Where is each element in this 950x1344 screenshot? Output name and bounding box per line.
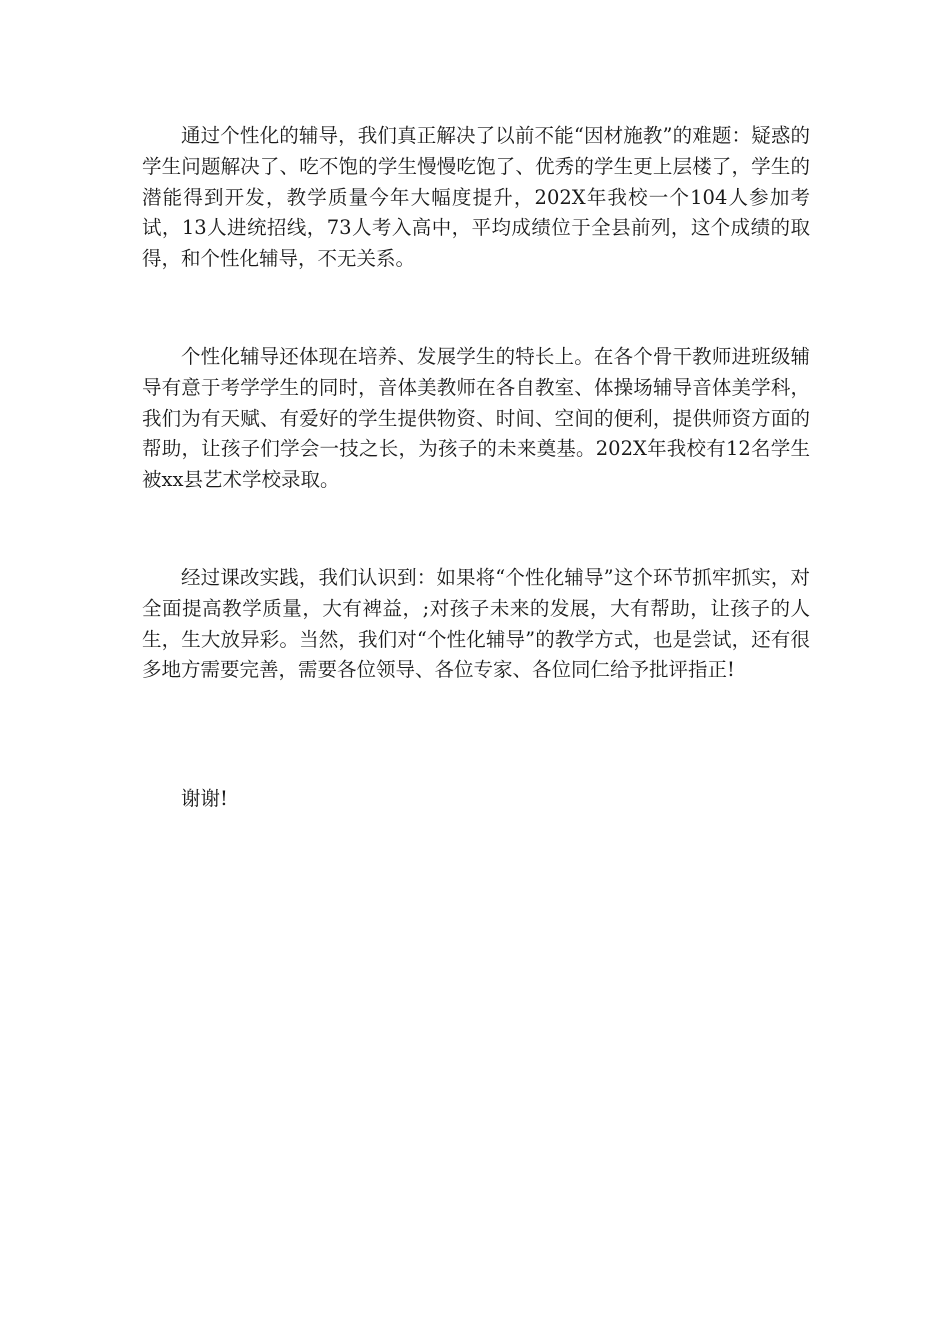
paragraph-conclusion: 经过课改实践，我们认识到：如果将“个性化辅导”这个环节抓牢抓实，对全面提高教学质量，大有裨益，;对孩子未来的发展，大有帮助，让孩子的人生，生大放异彩。当然，我们对“个性化辅导”的教学方式，也是尝试，还有很多地方需要完善，需要各位领导、各位专家、各位同仁给予批评指正! [142, 566, 810, 682]
paragraph-individualized-tutoring-results: 通过个性化的辅导，我们真正解决了以前不能“因材施教”的难题：疑惑的学生问题解决了、吃不饱的学生慢慢吃饱了、优秀的学生更上层楼了，学生的潜能得到开发，教学质量今年大幅度提升，202X年我校一个104人参加考试，13人进统招线，73人考入高中，平均成绩位于全县前列，这个成绩的取得，和个性化辅导，不无关系。 [142, 124, 810, 271]
closing-thanks: 谢谢! [181, 787, 228, 810]
paragraph-student-talents: 个性化辅导还体现在培养、发展学生的特长上。在各个骨干教师进班级辅导有意于考学学生的同时，音体美教师在各自教室、体操场辅导音体美学科，我们为有天赋、有爱好的学生提供物资、时间、空间的便利，提供师资方面的帮助，让孩子们学会一技之长，为孩子的未来奠基。202X年我校有12名学生被xx县艺术学校录取。 [142, 345, 810, 492]
